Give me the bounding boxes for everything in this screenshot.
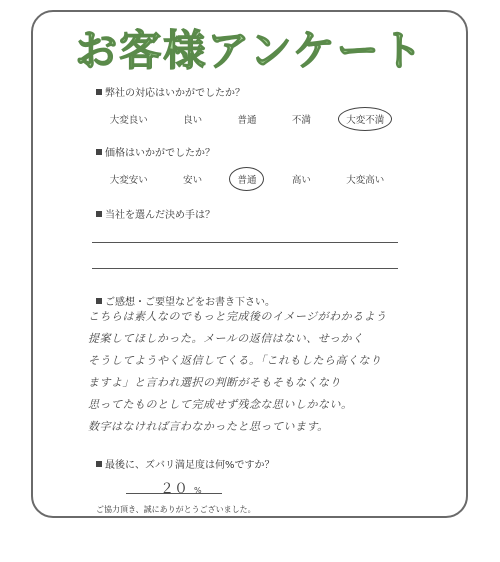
q1-option-2[interactable]: 普通 — [237, 115, 257, 126]
satisfaction-number: ２０ — [160, 481, 188, 497]
handwritten-comment — [88, 306, 418, 438]
q1-option-3[interactable]: 不満 — [291, 115, 311, 126]
q2-option-1[interactable]: 安い — [183, 175, 203, 186]
comment-line: 数字はなければ言わなかったと思っています。 — [88, 420, 329, 433]
satisfaction-value — [160, 478, 202, 498]
q1-option-4[interactable]: 大変不満 — [342, 110, 388, 128]
q1-option-0[interactable]: 大変良い — [109, 115, 148, 126]
question-1 — [96, 84, 245, 99]
square-bullet-icon — [96, 461, 102, 467]
q2-option-2[interactable]: 普通 — [233, 170, 260, 188]
question-2-label: 価格はいかがでしたか？ — [105, 148, 215, 159]
square-bullet-icon — [96, 149, 102, 155]
square-bullet-icon — [96, 298, 102, 304]
comment-line: ますよ」と言われ選択の判断がそもそもなくなり — [88, 376, 341, 389]
survey-title: お客様アンケート — [75, 26, 425, 75]
question-2 — [96, 144, 215, 159]
q1-option-1[interactable]: 良い — [183, 115, 203, 126]
question-4-label: ご感想・ご要望などをお書き下さい。 — [105, 297, 275, 308]
comment-line: 提案してほしかった。メールの返信はない、せっかく — [88, 332, 364, 345]
question-5 — [96, 456, 275, 471]
question-5-label: 最後に、ズバリ満足度は何%ですか？ — [105, 460, 275, 471]
square-bullet-icon — [96, 211, 102, 217]
comment-line: そうしてようやく返信してくる。「これもしたら高くなり — [88, 354, 382, 367]
question-3-label: 当社を選んだ決め手は？ — [105, 210, 215, 221]
question-1-label: 弊社の対応はいかがでしたか？ — [105, 88, 245, 99]
satisfaction-line[interactable] — [126, 493, 222, 494]
footer-thanks: ご協力頂き、誠にありがとうございました。 — [96, 505, 256, 514]
answer-line-1[interactable] — [92, 242, 398, 243]
q2-option-3[interactable]: 高い — [291, 175, 311, 186]
comment-line: 思ってたものとして完成せず残念な思いしかない。 — [88, 398, 353, 411]
question-3 — [96, 206, 215, 221]
percent-unit: % — [194, 486, 202, 495]
answer-line-2[interactable] — [92, 268, 398, 269]
q2-option-0[interactable]: 大変安い — [109, 175, 148, 186]
q2-option-4[interactable]: 大変高い — [346, 175, 385, 186]
comment-line: こちらは素人なのでもっと完成後のイメージがわかるよう — [88, 310, 387, 323]
square-bullet-icon — [96, 89, 102, 95]
question-2-options — [92, 170, 402, 188]
question-1-options — [92, 110, 402, 128]
